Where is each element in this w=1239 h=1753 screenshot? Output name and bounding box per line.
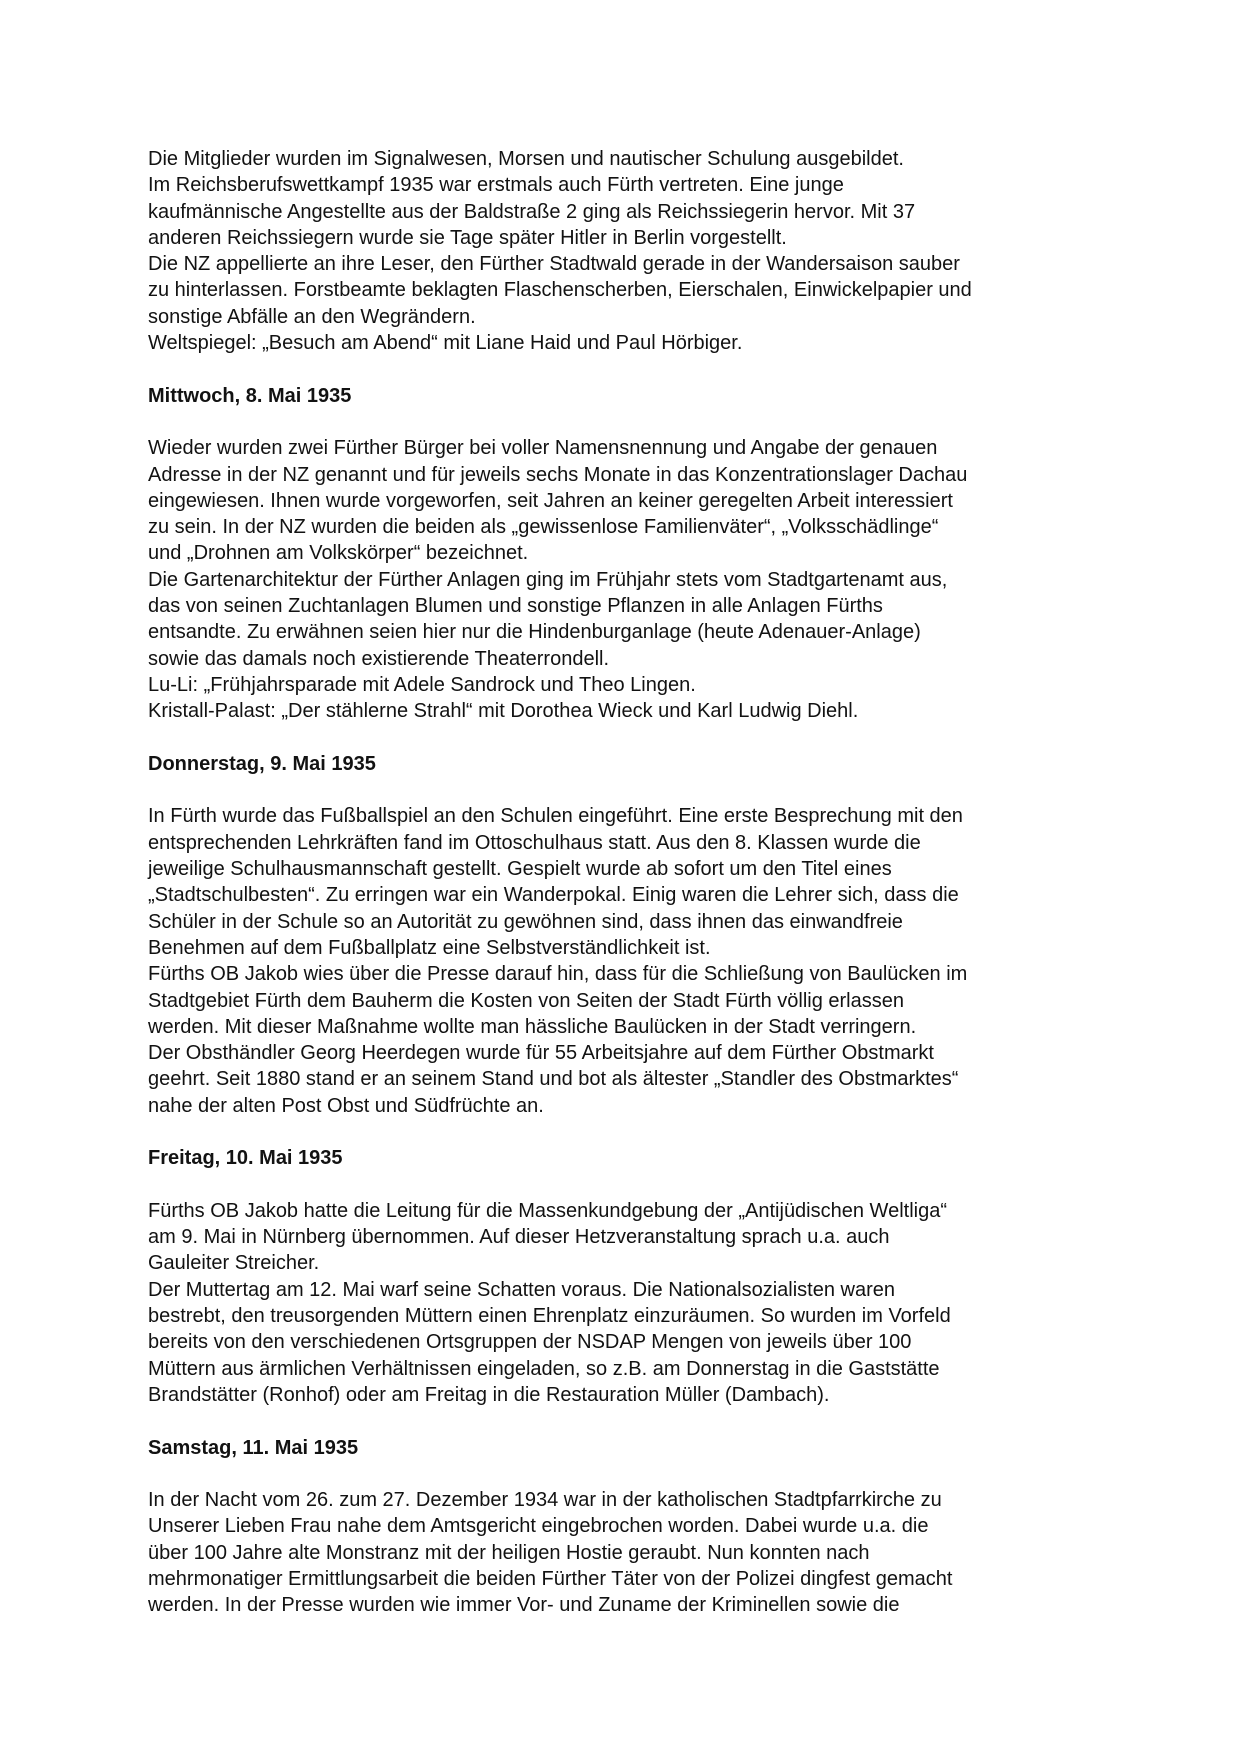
section-heading bbox=[148, 1145, 1158, 1171]
section-heading-text: Freitag, 10. Mai 1935 bbox=[148, 1147, 343, 1170]
text-line: bereits von den verschiedenen Ortsgruppen der NSDAP Mengen von jeweils über 100 bbox=[148, 1331, 912, 1354]
text-line: werden. In der Presse wurden wie immer Vor- und Zuname der Kriminellen sowie die bbox=[148, 1594, 900, 1617]
text-line: sowie das damals noch existierende Theaterrondell. bbox=[148, 647, 610, 670]
section-heading-text: Samstag, 11. Mai 1935 bbox=[148, 1436, 359, 1459]
text-line: mehrmonatiger Ermittlungsarbeit die beiden Fürther Täter von der Polizei dingfest gemacht bbox=[148, 1568, 953, 1591]
text-line: Die Mitglieder wurden im Signalwesen, Morsen und nautischer Schulung ausgebildet. bbox=[148, 148, 904, 170]
text-line: entsprechenden Lehrkräften fand im Ottoschulhaus statt. Aus den 8. Klassen wurde die bbox=[148, 831, 921, 854]
text-line: bestrebt, den treusorgenden Müttern einen Ehrenplatz einzuräumen. So wurden im Vorfeld bbox=[148, 1305, 951, 1328]
text-line: zu sein. In der NZ wurden die beiden als „gewissenlose Familienväter“, „Volksschädlinge“ bbox=[148, 516, 939, 539]
text-line: Der Muttertag am 12. Mai warf seine Schatten voraus. Die Nationalsozialisten waren bbox=[148, 1278, 896, 1301]
text-line: Adresse in der NZ genannt und für jeweils sechs Monate in das Konzentrationslager Dachau bbox=[148, 463, 968, 486]
text-line: Unserer Lieben Frau nahe dem Amtsgericht eingebrochen worden. Dabei wurde u.a. die bbox=[148, 1515, 929, 1538]
text-line: werden. Mit dieser Maßnahme wollte man hässliche Baulücken in der Stadt verringern. bbox=[148, 1015, 917, 1038]
text-line: Der Obsthändler Georg Heerdegen wurde für 55 Arbeitsjahre auf dem Fürther Obstmarkt bbox=[148, 1042, 934, 1065]
text-line: und „Drohnen am Volkskörper“ bezeichnet. bbox=[148, 542, 529, 565]
paragraph bbox=[148, 1487, 1158, 1618]
text-line: Kristall-Palast: „Der stählerne Strahl“ mit Dorothea Wieck und Karl Ludwig Diehl. bbox=[148, 700, 859, 723]
text-line: Lu-Li: „Frühjahrsparade mit Adele Sandrock und Theo Lingen. bbox=[148, 673, 696, 696]
text-line: Fürths OB Jakob hatte die Leitung für die Massenkundgebung der „Antijüdischen Weltliga“ bbox=[148, 1199, 947, 1222]
text-line: „Stadtschulbesten“. Zu erringen war ein Wanderpokal. Einig waren die Lehrer sich, dass die bbox=[148, 884, 959, 907]
text-line: Fürths OB Jakob wies über die Presse darauf hin, dass für die Schließung von Baulücken im bbox=[148, 963, 968, 986]
text-line: Schüler in der Schule so an Autorität zu gewöhnen sind, dass ihnen das einwandfreie bbox=[148, 910, 903, 933]
text-line: Brandstätter (Ronhof) oder am Freitag in die Restauration Müller (Dambach). bbox=[148, 1383, 830, 1406]
text-line: Müttern aus ärmlichen Verhältnissen eingeladen, so z.B. am Donnerstag in die Gaststätte bbox=[148, 1357, 940, 1380]
text-line: Im Reichsberufswettkampf 1935 war erstmals auch Fürth vertreten. Eine junge bbox=[148, 174, 844, 197]
text-line: Benehmen auf dem Fußballplatz eine Selbstverständlichkeit ist. bbox=[148, 936, 711, 959]
text-line: am 9. Mai in Nürnberg übernommen. Auf dieser Hetzveranstaltung sprach u.a. auch bbox=[148, 1226, 890, 1249]
text-line: über 100 Jahre alte Monstranz mit der heiligen Hostie geraubt. Nun konnten nach bbox=[148, 1541, 870, 1564]
text-line: nahe der alten Post Obst und Südfrüchte an. bbox=[148, 1094, 544, 1117]
paragraph bbox=[148, 1198, 1158, 1408]
text-line: eingewiesen. Ihnen wurde vorgeworfen, seit Jahren an keiner geregelten Arbeit interessiert bbox=[148, 489, 953, 512]
text-line: Gauleiter Streicher. bbox=[148, 1252, 320, 1275]
text-line: Wieder wurden zwei Fürther Bürger bei voller Namensnennung und Angabe der genauen bbox=[148, 437, 938, 460]
text-line: Stadtgebiet Fürth dem Bauherm die Kosten von Seiten der Stadt Fürth völlig erlassen bbox=[148, 989, 904, 1012]
paragraph bbox=[148, 803, 1158, 1119]
text-line: Weltspiegel: „Besuch am Abend“ mit Liane Haid und Paul Hörbiger. bbox=[148, 332, 743, 355]
text-line: Die Gartenarchitektur der Fürther Anlagen ging im Frühjahr stets vom Stadtgartenamt aus, bbox=[148, 568, 948, 591]
text-line: zu hinterlassen. Forstbeamte beklagten Flaschenscherben, Eierschalen, Einwickelpapier und bbox=[148, 279, 972, 302]
paragraph bbox=[148, 435, 1158, 724]
text-line: jeweilige Schulhausmannschaft gestellt. Gespielt wurde ab sofort um den Titel eines bbox=[148, 858, 892, 881]
text-line: geehrt. Seit 1880 stand er an seinem Stand und bot als ältester „Standler des Obstmarktes“ bbox=[148, 1068, 959, 1091]
text-line: sonstige Abfälle an den Wegrändern. bbox=[148, 305, 476, 328]
paragraph bbox=[148, 146, 1158, 356]
section-heading-text: Donnerstag, 9. Mai 1935 bbox=[148, 752, 376, 775]
text-line: In der Nacht vom 26. zum 27. Dezember 1934 war in der katholischen Stadtpfarrkirche zu bbox=[148, 1489, 942, 1512]
section-heading bbox=[148, 383, 1158, 409]
text-line: Die NZ appellierte an ihre Leser, den Fürther Stadtwald gerade in der Wandersaison sauber bbox=[148, 253, 960, 276]
section-heading bbox=[148, 1435, 1158, 1461]
text-line: anderen Reichssiegern wurde sie Tage später Hitler in Berlin vorgestellt. bbox=[148, 226, 787, 249]
section-heading bbox=[148, 751, 1158, 777]
text-line: entsandte. Zu erwähnen seien hier nur die Hindenburganlage (heute Adenauer-Anlage) bbox=[148, 621, 921, 644]
text-line: In Fürth wurde das Fußballspiel an den Schulen eingeführt. Eine erste Besprechung mit den bbox=[148, 805, 963, 828]
text-line: das von seinen Zuchtanlagen Blumen und sonstige Pflanzen in alle Anlagen Fürths bbox=[148, 595, 883, 618]
section-heading-text: Mittwoch, 8. Mai 1935 bbox=[148, 384, 352, 407]
document-content bbox=[148, 146, 1158, 1645]
text-line: kaufmännische Angestellte aus der Baldstraße 2 ging als Reichssiegerin hervor. Mit 37 bbox=[148, 200, 916, 223]
